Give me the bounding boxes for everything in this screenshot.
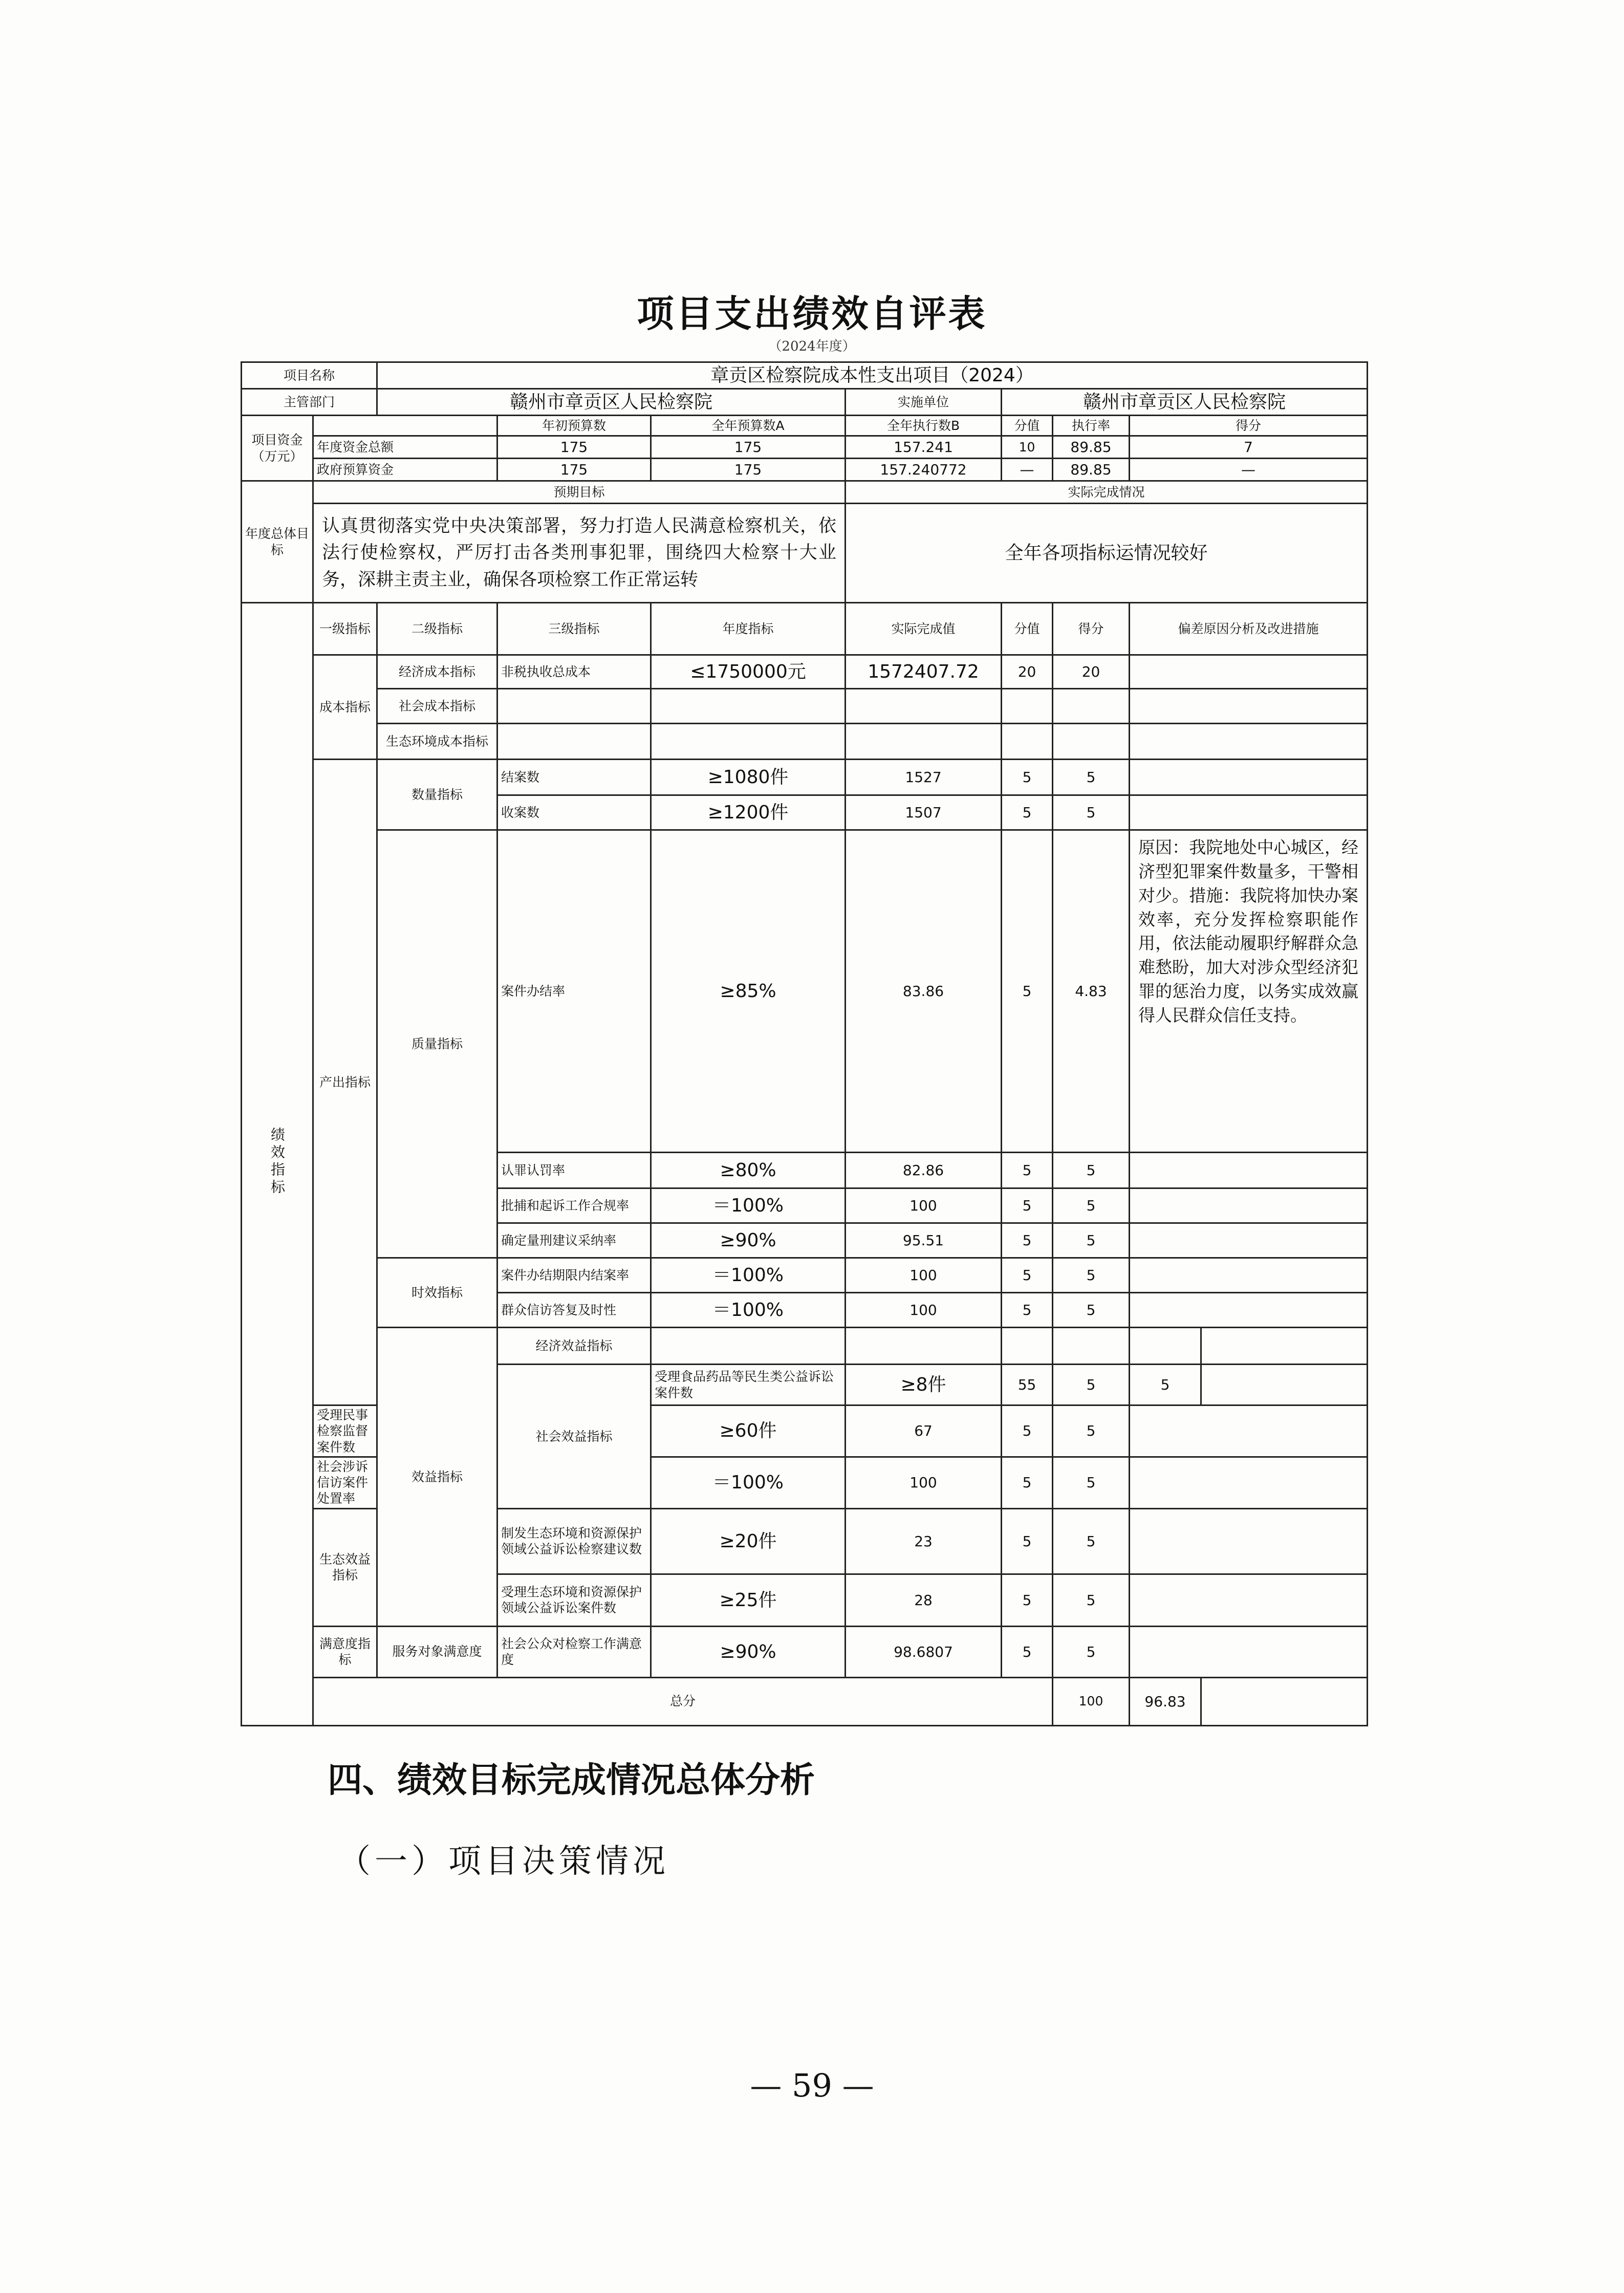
project-name-label: 项目名称 [242, 362, 377, 389]
b-eco-l2: 生态效益指标 [313, 1508, 377, 1626]
cost-econ-l3: 非税执收总成本 [497, 655, 651, 689]
m2-l3: 认罪认罚率 [497, 1153, 651, 1188]
funds-row1-initial: 175 [497, 436, 651, 459]
satisfaction-indicator: 满意度指标 [313, 1626, 377, 1677]
m3-target: ＝100% [651, 1188, 846, 1223]
funds-row2-full: 175 [651, 459, 846, 481]
cost-eco-l2: 生态环境成本指标 [377, 724, 497, 760]
funds-col-initial: 年初预算数 [497, 416, 651, 436]
q2-target: ≥1200件 [651, 795, 846, 830]
goals-expected-text: 认真贯彻落实党中央决策部署，努力打造人民满意检察机关，依法行使检察权，严厉打击各类刑事犯罪，围绕四大检察十大业务，深耕主责主业，确保各项检察工作正常运转 [313, 504, 846, 603]
funds-row1-score: 7 [1130, 436, 1368, 459]
sat-l2: 服务对象满意度 [377, 1626, 497, 1677]
q1-score: 5 [1053, 760, 1130, 795]
s1-val: 5 [1053, 1365, 1130, 1405]
s3-l3: 社会涉诉信访案件处置率 [313, 1457, 377, 1508]
funds-row2-exec: 157.240772 [846, 459, 1002, 481]
s3-score: 5 [1053, 1457, 1130, 1508]
header-level3: 三级指标 [497, 603, 651, 655]
funds-row2-rate: 89.85 [1053, 459, 1130, 481]
cost-econ-actual: 1572407.72 [846, 655, 1002, 689]
m1-val: 5 [1002, 830, 1053, 1153]
t1-l3: 案件办结期限内结案率 [497, 1258, 651, 1293]
q2-score: 5 [1053, 795, 1130, 830]
page-number: — 59 — [750, 2067, 874, 2104]
funds-row1-label: 年度资金总额 [313, 436, 497, 459]
m1-actual: 83.86 [846, 830, 1002, 1153]
q1-target: ≥1080件 [651, 760, 846, 795]
header-actual: 实际完成值 [846, 603, 1002, 655]
project-name: 章贡区检察院成本性支出项目（2024） [377, 362, 1368, 389]
e1-score: 5 [1053, 1508, 1130, 1574]
m3-l3: 批捕和起诉工作合规率 [497, 1188, 651, 1223]
t2-val: 5 [1002, 1293, 1053, 1328]
funds-row1-full: 175 [651, 436, 846, 459]
cost-econ-l2: 经济成本指标 [377, 655, 497, 689]
quality-l2: 质量指标 [377, 830, 497, 1258]
indicators-side-label [242, 603, 313, 1726]
cost-social-l2: 社会成本指标 [377, 689, 497, 724]
t1-actual: 100 [846, 1258, 1002, 1293]
m4-l3: 确定量刑建议采纳率 [497, 1223, 651, 1258]
b-econ-l2: 经济效益指标 [497, 1328, 651, 1365]
s1-actual: 55 [1002, 1365, 1053, 1405]
funds-label: 项目资金（万元） [242, 416, 313, 481]
goals-actual-label: 实际完成情况 [846, 481, 1368, 504]
t1-target: ＝100% [651, 1258, 846, 1293]
s1-l3: 受理食品药品等民生类公益诉讼案件数 [651, 1365, 846, 1405]
e1-actual: 23 [846, 1508, 1002, 1574]
t2-score: 5 [1053, 1293, 1130, 1328]
header-reason: 偏差原因分析及改进措施 [1130, 603, 1368, 655]
m4-target: ≥90% [651, 1223, 846, 1258]
s2-score: 5 [1053, 1405, 1130, 1457]
e1-val: 5 [1002, 1508, 1053, 1574]
s2-val: 5 [1002, 1405, 1053, 1457]
e2-l3: 受理生态环境和资源保护领域公益诉讼案件数 [497, 1574, 651, 1626]
cost-econ-score: 20 [1053, 655, 1130, 689]
indicators-side-text: 绩效指标 [269, 1127, 286, 1197]
funds-row1-exec: 157.241 [846, 436, 1002, 459]
funds-row2-score: — [1130, 459, 1368, 481]
s3-val: 5 [1002, 1457, 1053, 1508]
b-social-l2: 社会效益指标 [497, 1365, 651, 1509]
s3-target: ＝100% [651, 1457, 846, 1508]
sub-heading: （一）项目决策情况 [338, 1843, 669, 1880]
m1-score: 4.83 [1053, 830, 1130, 1153]
benefit-indicator: 效益指标 [377, 1328, 497, 1627]
header-score: 得分 [1053, 603, 1130, 655]
section-heading: 四、绩效目标完成情况总体分析 [328, 1760, 815, 1801]
timeliness-l2: 时效指标 [377, 1258, 497, 1328]
cost-econ-val: 20 [1002, 655, 1053, 689]
q1-actual: 1527 [846, 760, 1002, 795]
total-score: 96.83 [1130, 1677, 1201, 1725]
goals-actual-text: 全年各项指标运情况较好 [846, 504, 1368, 603]
m3-val: 5 [1002, 1188, 1053, 1223]
header-level2: 二级指标 [377, 603, 497, 655]
impl-label: 实施单位 [846, 389, 1002, 416]
cost-indicator: 成本指标 [313, 655, 377, 760]
sat-l3: 社会公众对检察工作满意度 [497, 1626, 651, 1677]
s1-score: 5 [1130, 1365, 1201, 1405]
funds-row2-initial: 175 [497, 459, 651, 481]
q1-val: 5 [1002, 760, 1053, 795]
s2-target: ≥60件 [651, 1405, 846, 1457]
funds-col-rate: 执行率 [1053, 416, 1130, 436]
sat-score: 5 [1053, 1626, 1130, 1677]
total-label: 总分 [313, 1677, 1053, 1725]
q1-l3: 结案数 [497, 760, 651, 795]
m1-reason: 原因：我院地处中心城区，经济型犯罪案件数量多，干警相对少。措施：我院将加快办案效率，充分发挥检察职能作用，依法能动履职纾解群众急难愁盼，加大对涉众型经济犯罪的惩治力度，以务实成效赢得人民群众信任支持。 [1130, 830, 1368, 1153]
q2-l3: 收案数 [497, 795, 651, 830]
sat-target: ≥90% [651, 1626, 846, 1677]
m4-score: 5 [1053, 1223, 1130, 1258]
s3-actual: 100 [846, 1457, 1002, 1508]
m2-actual: 82.86 [846, 1153, 1002, 1188]
m3-score: 5 [1053, 1188, 1130, 1223]
funds-col-score: 得分 [1130, 416, 1368, 436]
e2-score: 5 [1053, 1574, 1130, 1626]
t2-target: ＝100% [651, 1293, 846, 1328]
sat-val: 5 [1002, 1626, 1053, 1677]
funds-col-exec: 全年执行数B [846, 416, 1002, 436]
output-indicator: 产出指标 [313, 760, 377, 1405]
funds-row2-score-val: — [1002, 459, 1053, 481]
m2-val: 5 [1002, 1153, 1053, 1188]
funds-row2-label: 政府预算资金 [313, 459, 497, 481]
m1-l3: 案件办结率 [497, 830, 651, 1153]
header-target: 年度指标 [651, 603, 846, 655]
q2-val: 5 [1002, 795, 1053, 830]
e2-actual: 28 [846, 1574, 1002, 1626]
funds-col-full: 全年预算数A [651, 416, 846, 436]
m2-score: 5 [1053, 1153, 1130, 1188]
dept-label: 主管部门 [242, 389, 377, 416]
m3-actual: 100 [846, 1188, 1002, 1223]
e1-l3: 制发生态环境和资源保护领域公益诉讼检察建议数 [497, 1508, 651, 1574]
self-evaluation-table [241, 361, 1368, 1726]
t1-val: 5 [1002, 1258, 1053, 1293]
m4-val: 5 [1002, 1223, 1053, 1258]
funds-col-score-val: 分值 [1002, 416, 1053, 436]
e2-target: ≥25件 [651, 1574, 846, 1626]
m2-target: ≥80% [651, 1153, 846, 1188]
funds-row1-score-val: 10 [1002, 436, 1053, 459]
t2-actual: 100 [846, 1293, 1002, 1328]
q2-actual: 1507 [846, 795, 1002, 830]
quantity-l2: 数量指标 [377, 760, 497, 830]
sat-actual: 98.6807 [846, 1626, 1002, 1677]
goals-expected-label: 预期目标 [313, 481, 846, 504]
s2-l3: 受理民事检察监督案件数 [313, 1405, 377, 1457]
t2-l3: 群众信访答复及时性 [497, 1293, 651, 1328]
goals-label: 年度总体目标 [242, 481, 313, 603]
total-val: 100 [1053, 1677, 1130, 1725]
cost-econ-target: ≤1750000元 [651, 655, 846, 689]
dept-value: 赣州市章贡区人民检察院 [377, 389, 846, 416]
e1-target: ≥20件 [651, 1508, 846, 1574]
t1-score: 5 [1053, 1258, 1130, 1293]
header-score-val: 分值 [1002, 603, 1053, 655]
page-subtitle: （2024年度） [768, 339, 856, 354]
header-level1: 一级指标 [313, 603, 377, 655]
e2-val: 5 [1002, 1574, 1053, 1626]
funds-row1-rate: 89.85 [1053, 436, 1130, 459]
m4-actual: 95.51 [846, 1223, 1002, 1258]
impl-value: 赣州市章贡区人民检察院 [1002, 389, 1368, 416]
s2-actual: 67 [846, 1405, 1002, 1457]
m1-target: ≥85% [651, 830, 846, 1153]
s1-target: ≥8件 [846, 1365, 1002, 1405]
page-title: 项目支出绩效自评表 [637, 292, 987, 335]
